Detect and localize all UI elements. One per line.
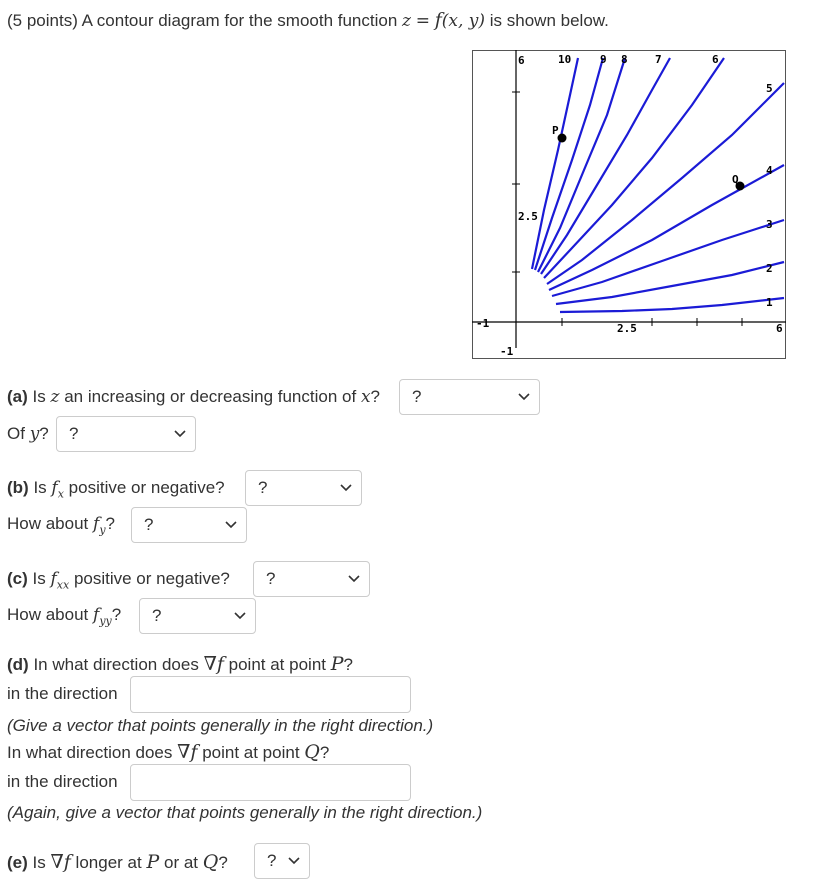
- fx-sign-select[interactable]: [245, 470, 362, 506]
- text: ?: [218, 853, 228, 872]
- text: Is: [32, 387, 46, 406]
- contour-label-3: 3: [766, 218, 773, 231]
- part-d-label: (d): [7, 655, 29, 674]
- math-q: Q: [304, 741, 320, 763]
- text: an increasing or decreasing function of: [64, 387, 357, 406]
- math-z: z: [50, 387, 60, 407]
- select-value: ?: [412, 387, 422, 406]
- text: point at point: [202, 743, 300, 762]
- part-c-label: (c): [7, 569, 28, 588]
- part-e-label: (e): [7, 853, 28, 872]
- chevron-down-icon: [225, 521, 237, 529]
- text: Is: [33, 478, 47, 497]
- contour-label-9: 9: [600, 53, 607, 66]
- point-p-label: P: [552, 124, 559, 137]
- select-value: ?: [267, 851, 277, 870]
- math-subscript: yy: [99, 614, 112, 628]
- tick-label-y-2-5: 2.5: [518, 210, 538, 223]
- question-b-line2: [7, 514, 115, 536]
- math-p: P: [146, 851, 160, 873]
- contour-label-2: 2: [766, 262, 773, 275]
- text: longer at: [75, 853, 142, 872]
- increasing-decreasing-x-select[interactable]: [399, 379, 540, 415]
- tick-label-y-neg1: -1: [500, 345, 514, 358]
- text: ?: [39, 424, 49, 443]
- hint-note-2: (Again, give a vector that points generally in the right direction.): [7, 803, 483, 822]
- text: ?: [105, 514, 115, 533]
- chevron-down-icon: [348, 575, 360, 583]
- part-a-label: (a): [7, 387, 28, 406]
- select-value: ?: [152, 606, 162, 625]
- math-subscript: x: [57, 487, 64, 501]
- contour-label-6: 6: [712, 53, 719, 66]
- plot-frame: [473, 51, 786, 359]
- contour-label-5: 5: [766, 82, 773, 95]
- chevron-down-icon: [518, 393, 530, 401]
- tick-label-x-2-5: 2.5: [617, 322, 637, 335]
- tick-label-x-6: 6: [776, 322, 783, 335]
- math-f: f: [93, 605, 100, 625]
- question-c-line1: [7, 569, 230, 591]
- text: In what direction does: [7, 743, 173, 762]
- select-value: ?: [144, 515, 154, 534]
- gradient-direction-p-input[interactable]: [130, 676, 411, 713]
- text: In what direction does: [33, 655, 199, 674]
- nabla-symbol: ∇: [203, 653, 217, 675]
- tick-label-x-neg1: -1: [476, 317, 490, 330]
- fxx-sign-select[interactable]: [253, 561, 370, 597]
- text: How about: [7, 605, 89, 624]
- math-y: y: [29, 424, 40, 444]
- point-q-label: Q: [732, 173, 739, 186]
- math-q: Q: [202, 851, 219, 873]
- text: point at point: [228, 655, 326, 674]
- select-value: ?: [69, 424, 79, 443]
- part-b-label: (b): [7, 478, 29, 497]
- contour-plot: [472, 50, 786, 363]
- direction-label-2: in the direction: [7, 772, 118, 791]
- question-d-line1: [7, 653, 353, 675]
- intro-text-end: is shown below.: [489, 11, 609, 30]
- question-b-line1: [7, 478, 225, 500]
- chevron-down-icon: [174, 430, 186, 438]
- increasing-decreasing-y-select[interactable]: [56, 416, 196, 452]
- question-a-line2: [7, 424, 49, 444]
- math-eq: =: [415, 11, 430, 31]
- math-x: x: [360, 387, 371, 407]
- text: positive or negative?: [73, 569, 230, 588]
- points-label: (5 points): [7, 11, 78, 30]
- math-f: f: [50, 569, 57, 589]
- direction-label-1: in the direction: [7, 684, 118, 703]
- text: How about: [7, 514, 89, 533]
- nabla-symbol: ∇: [177, 741, 191, 763]
- problem-intro: [7, 9, 609, 31]
- math-f: f: [63, 851, 71, 873]
- question-e: [7, 851, 228, 873]
- text: ?: [111, 605, 122, 624]
- text: Of: [7, 424, 25, 443]
- text: positive or negative?: [68, 478, 225, 497]
- math-z: z: [402, 11, 411, 31]
- text: Is: [32, 569, 46, 588]
- contour-label-8: 8: [621, 53, 628, 66]
- contour-label-7: 7: [655, 53, 662, 66]
- math-subscript: y: [99, 523, 106, 537]
- hint-note-1: (Give a vector that points generally in the right direction.): [7, 716, 434, 735]
- text: Is: [32, 853, 46, 872]
- text: ?: [370, 387, 380, 406]
- chevron-down-icon: [288, 857, 300, 865]
- math-f: f: [190, 741, 198, 763]
- chevron-down-icon: [234, 612, 246, 620]
- tick-label-y-6: 6: [518, 54, 525, 67]
- math-f: f: [51, 478, 58, 498]
- math-f: f: [93, 514, 100, 534]
- select-value: ?: [258, 478, 268, 497]
- question-c-line2: [7, 605, 121, 627]
- contour-label-1: 1: [766, 296, 773, 309]
- text: ?: [319, 743, 330, 762]
- math-subscript: xx: [56, 578, 70, 592]
- point-p-marker: [558, 134, 567, 143]
- text: or at: [163, 853, 199, 872]
- math-args: (x, y): [441, 11, 486, 31]
- text: ?: [343, 655, 353, 674]
- math-f: f: [434, 9, 442, 31]
- contour-label-10: 10: [558, 53, 572, 66]
- contour-label-4: 4: [766, 164, 773, 177]
- fy-sign-select[interactable]: [131, 507, 247, 543]
- gradient-longer-select[interactable]: [254, 843, 310, 879]
- intro-text: A contour diagram for the smooth function: [81, 11, 398, 30]
- select-value: ?: [266, 569, 276, 588]
- question-d-line2: [7, 741, 329, 763]
- nabla-symbol: ∇: [50, 851, 64, 873]
- math-p: P: [330, 653, 344, 675]
- fyy-sign-select[interactable]: [139, 598, 256, 634]
- math-f: f: [216, 653, 224, 675]
- chevron-down-icon: [340, 484, 352, 492]
- question-a-line1: [7, 387, 380, 407]
- gradient-direction-q-input[interactable]: [130, 764, 411, 801]
